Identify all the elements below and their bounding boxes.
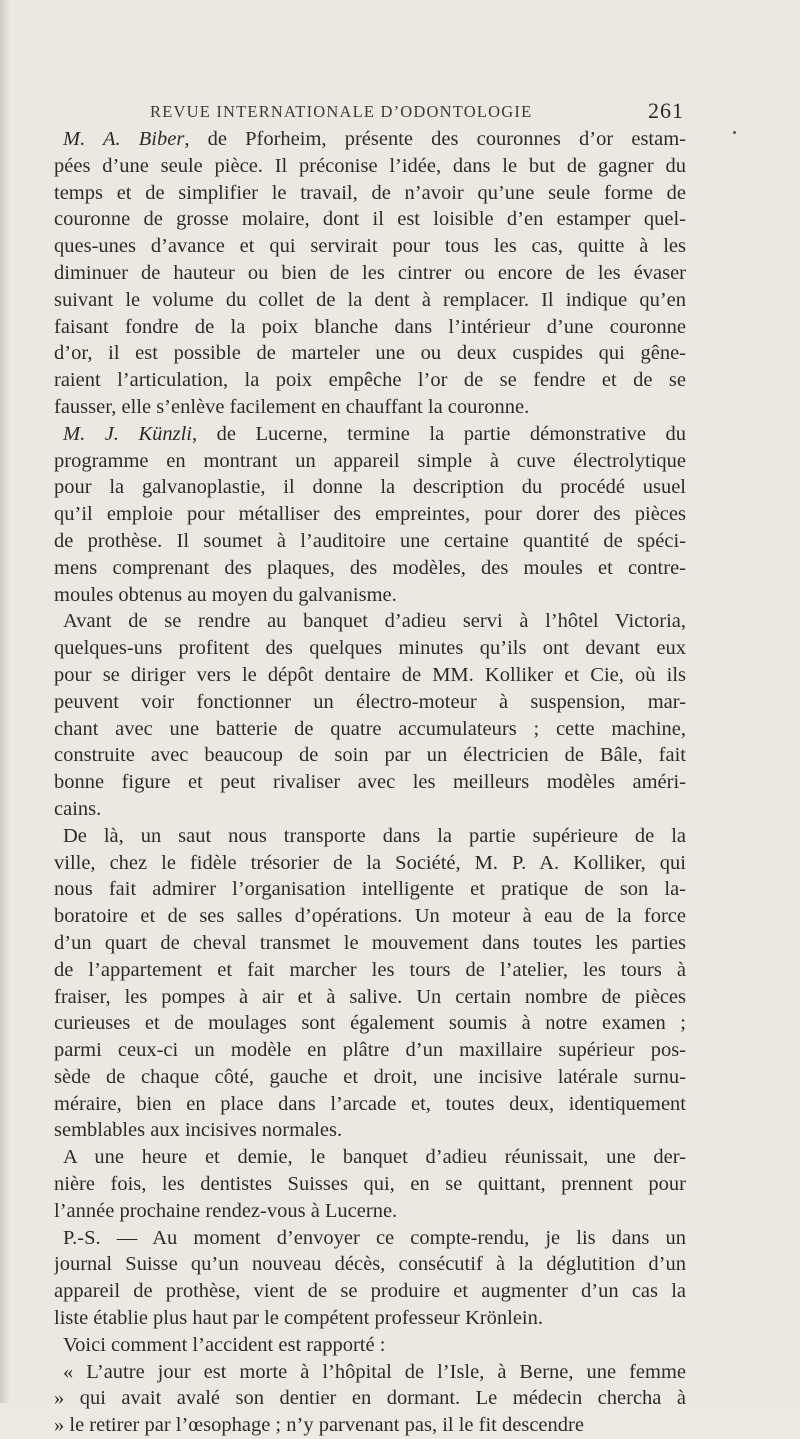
text-line: sède de chaque côté, gauche et droit, une incisive latérale surnu-	[54, 1065, 686, 1088]
text-line: » le retirer par l’œsophage ; n’y parvenant pas, il le fit descendre	[54, 1414, 584, 1437]
text-line: M. A. Biber, de Pforheim, présente des couronnes d’or estam-	[63, 128, 686, 150]
text-line: pour se diriger vers le dépôt dentaire de MM. Kolliker et Cie, où ils	[54, 663, 686, 686]
paragraph	[54, 1332, 686, 1359]
text-line: couronne de grosse molaire, dont il est loisible d’en estamper quel-	[54, 208, 686, 231]
paragraph	[54, 1225, 686, 1332]
text-line: faisant fondre de la poix blanche dans l’intérieur d’une couronne	[54, 315, 686, 338]
text-line: A une heure et demie, le banquet d’adieu réunissait, une der-	[63, 1146, 686, 1169]
paper-speck	[733, 131, 736, 134]
text-line: temps et de simplifier le travail, de n’avoir qu’une seule forme de	[54, 181, 686, 204]
text-line: Avant de se rendre au banquet d’adieu servi à l’hôtel Victoria,	[63, 610, 686, 633]
page-edge-shadow	[0, 0, 10, 1403]
paragraph	[54, 1144, 686, 1224]
paragraph	[54, 1359, 686, 1439]
text-line: d’un quart de cheval transmet le mouvement dans toutes les parties	[54, 931, 686, 954]
text-line: construite avec beaucoup de soin par un électricien de Bâle, fait	[54, 744, 686, 767]
text-line: M. J. Künzli, de Lucerne, termine la partie démonstrative du	[63, 422, 686, 445]
text-line: d’or, il est possible de marteler une ou deux cuspides qui gêne-	[54, 342, 686, 365]
text-line: raient l’articulation, la poix empêche l’or de se fendre et de se	[54, 369, 686, 392]
text-line: méraire, bien en place dans l’arcade et, toutes deux, identiquement	[54, 1092, 686, 1115]
paragraph	[54, 823, 686, 1145]
paragraph	[54, 421, 686, 609]
text-line: nière fois, les dentistes Suisses qui, en se quittant, prennent pour	[54, 1173, 686, 1196]
text-line: suivant le volume du collet de la dent à remplacer. Il indique qu’en	[54, 288, 686, 311]
text-line: De là, un saut nous transporte dans la partie supérieure de la	[63, 824, 686, 847]
text-line: pées d’une seule pièce. Il préconise l’idée, dans le but de gagner du	[54, 154, 686, 177]
text-line: Voici comment l’accident est rapporté :	[63, 1333, 386, 1356]
text-line: cains.	[54, 797, 102, 820]
text-line: journal Suisse qu’un nouveau décès, consécutif à la déglutition d’un	[54, 1253, 686, 1276]
text-line: liste établie plus haut par le compétent professeur Krönlein.	[54, 1307, 543, 1330]
text-line: semblables aux incisives normales.	[54, 1119, 343, 1142]
text-line: curieuses et de moulages sont également soumis à notre examen ;	[54, 1012, 686, 1035]
text-line: programme en montrant un appareil simple à cuve électrolytique	[54, 449, 686, 472]
body-text	[54, 126, 686, 1439]
paragraph	[54, 126, 686, 421]
text-line: chant avec une batterie de quatre accumulateurs ; cette machine,	[54, 717, 686, 740]
text-line: pour la galvanoplastie, il donne la description du procédé usuel	[54, 476, 686, 499]
text-line: de prothèse. Il soumet à l’auditoire une certaine quantité de spéci-	[54, 529, 686, 552]
page-number: 261	[648, 98, 684, 123]
text-line: qu’il emploie pour métalliser des empreintes, pour dorer des pièces	[54, 503, 686, 526]
text-line: boratoire et de ses salles d’opérations. Un moteur à eau de la force	[54, 905, 686, 928]
text-line: appareil de prothèse, vient de se produire et augmenter d’un cas la	[54, 1280, 686, 1303]
text-line: quelques-uns profitent des quelques minutes qu’ils ont devant eux	[54, 637, 686, 660]
text-line: l’année prochaine rendez-vous à Lucerne.	[54, 1199, 398, 1222]
text-line: fausser, elle s’enlève facilement en chauffant la couronne.	[54, 395, 530, 418]
text-line: nous fait admirer l’organisation intelligente et pratique de son la-	[54, 878, 686, 901]
text-line: moules obtenus au moyen du galvanisme.	[54, 583, 397, 606]
text-line: parmi ceux-ci un modèle en plâtre d’un maxillaire supérieur pos-	[54, 1039, 686, 1062]
running-title: REVUE INTERNATIONALE D’ODONTOLOGIE	[150, 102, 533, 121]
text-line: bonne figure et peut rivaliser avec les meilleurs modèles améri-	[54, 771, 686, 794]
text-line: P.-S. — Au moment d’envoyer ce compte-rendu, je lis dans un	[63, 1226, 686, 1249]
text-line: « L’autre jour est morte à l’hôpital de l’Isle, à Berne, une femme	[63, 1360, 686, 1383]
text-line: ques-unes d’avance et qui servirait pour tous les cas, quitte à les	[54, 235, 686, 258]
text-line: mens comprenant des plaques, des modèles, des moules et contre-	[54, 556, 686, 579]
text-line: de l’appartement et fait marcher les tours de l’atelier, les tours à	[54, 958, 686, 981]
paragraph	[54, 608, 686, 822]
text-line: fraiser, les pompes à air et à salive. Un certain nombre de pièces	[54, 985, 686, 1008]
text-line: diminuer de hauteur ou bien de les cintrer ou encore de les évaser	[54, 261, 686, 284]
text-line: » qui avait avalé son dentier en dormant. Le médecin chercha à	[54, 1387, 686, 1410]
text-line: peuvent voir fonctionner un électro-moteur à suspension, mar-	[54, 690, 686, 713]
text-line: ville, chez le fidèle trésorier de la Société, M. P. A. Kolliker, qui	[54, 851, 686, 874]
